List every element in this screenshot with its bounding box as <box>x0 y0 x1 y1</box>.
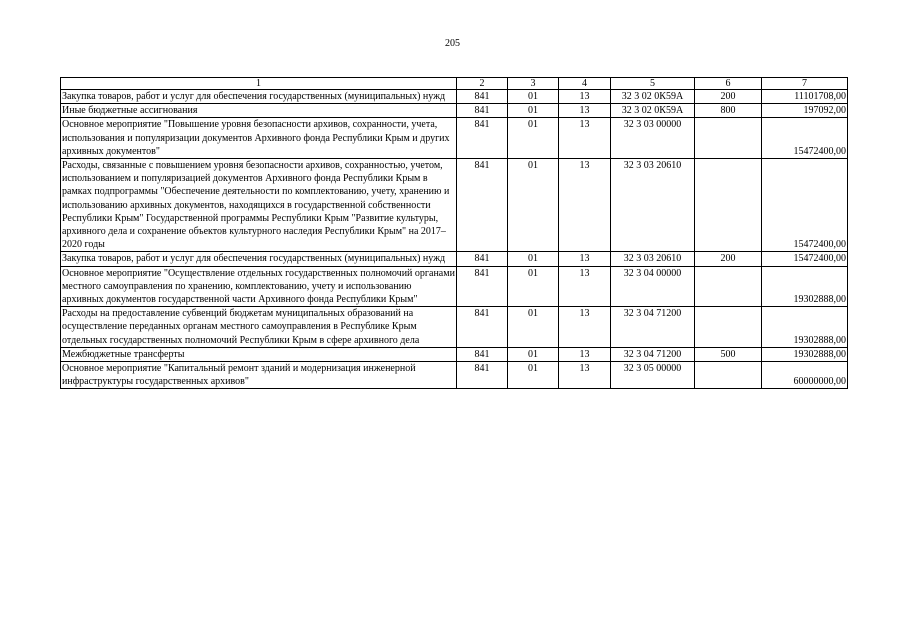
row-amount: 19302888,00 <box>762 266 848 307</box>
table-row <box>61 266 848 307</box>
row-pr: 13 <box>559 266 611 307</box>
row-name: Основное мероприятие "Осуществление отдельных государственных полномочий органами местного самоуправления по хранению, комплектованию, учету и использованию архивных документов государственной части Архивного фонда Республики Крым" <box>62 267 455 306</box>
row-vr <box>695 307 762 348</box>
table-row <box>61 252 848 266</box>
header-cell-ved: 2 <box>457 78 508 90</box>
row-ved: 841 <box>457 347 508 361</box>
row-rz: 01 <box>508 104 559 118</box>
header-cell-csr: 5 <box>611 78 695 90</box>
row-amount: 19302888,00 <box>762 307 848 348</box>
row-ved: 841 <box>457 104 508 118</box>
row-pr: 13 <box>559 362 611 389</box>
row-vr <box>695 266 762 307</box>
row-ved: 841 <box>457 90 508 104</box>
row-rz: 01 <box>508 252 559 266</box>
row-rz: 01 <box>508 347 559 361</box>
row-name: Иные бюджетные ассигнования <box>61 104 457 118</box>
row-vr: 200 <box>695 90 762 104</box>
row-csr: 32 3 03 20610 <box>611 252 695 266</box>
row-vr: 200 <box>695 252 762 266</box>
row-rz: 01 <box>508 266 559 307</box>
table-row <box>61 347 848 361</box>
table-row <box>61 104 848 118</box>
row-pr: 13 <box>559 252 611 266</box>
row-pr: 13 <box>559 347 611 361</box>
row-amount: 15472400,00 <box>762 159 848 252</box>
row-rz: 01 <box>508 307 559 348</box>
row-vr <box>695 362 762 389</box>
row-ved: 841 <box>457 307 508 348</box>
row-csr: 32 3 04 71200 <box>611 347 695 361</box>
row-amount: 15472400,00 <box>762 252 848 266</box>
header-cell-pr: 4 <box>559 78 611 90</box>
header-cell-rz: 3 <box>508 78 559 90</box>
row-amount: 60000000,00 <box>762 362 848 389</box>
row-vr <box>695 159 762 252</box>
row-ved: 841 <box>457 252 508 266</box>
table-row <box>61 159 848 252</box>
row-ved: 841 <box>457 266 508 307</box>
row-csr: 32 3 02 0К59А <box>611 90 695 104</box>
row-pr: 13 <box>559 307 611 348</box>
budget-table <box>60 77 848 389</box>
row-csr: 32 3 02 0К59А <box>611 104 695 118</box>
row-rz: 01 <box>508 118 559 159</box>
header-cell-name: 1 <box>61 78 457 90</box>
row-csr: 32 3 03 20610 <box>611 159 695 252</box>
header-cell-amount: 7 <box>762 78 848 90</box>
row-amount: 19302888,00 <box>762 347 848 361</box>
row-csr: 32 3 03 00000 <box>611 118 695 159</box>
row-name: Закупка товаров, работ и услуг для обеспечения государственных (муниципальных) нужд <box>61 90 457 104</box>
row-ved: 841 <box>457 118 508 159</box>
row-pr: 13 <box>559 90 611 104</box>
row-amount: 15472400,00 <box>762 118 848 159</box>
table-row <box>61 118 848 159</box>
row-name: Основное мероприятие "Повышение уровня безопасности архивов, сохранности, учета, использования и популяризации документов Архивного фонда Республики Крым и других архивных документов" <box>61 118 457 159</box>
row-name: Расходы на предоставление субвенций бюджетам муниципальных образований на осуществление переданных органам местного самоуправления в Республике Крым отдельных государственных полномочий Республики Крым в сфере архивного дела <box>61 307 457 348</box>
row-rz: 01 <box>508 90 559 104</box>
row-name: Межбюджетные трансферты <box>61 347 457 361</box>
page-number: 205 <box>445 38 460 49</box>
row-name: Расходы, связанные с повышением уровня безопасности архивов, сохранностью, учетом, использованием и популяризацией документов Архивного фонда Республики Крым в рамках подпрограммы "Обеспечение деятельности по комплектованию, учету, хранению и использованию архивных документов, находящихся в государственной собственности Республики Крым" Государственной программы Республики Крым "Развитие культуры, архивного дела и сохранение объектов культурного наследия Республики Крым" на 2017–2020 годы <box>61 159 457 252</box>
row-rz: 01 <box>508 159 559 252</box>
table-header-row <box>61 78 848 90</box>
row-vr: 500 <box>695 347 762 361</box>
row-vr <box>695 118 762 159</box>
row-pr: 13 <box>559 159 611 252</box>
row-csr: 32 3 04 71200 <box>611 307 695 348</box>
row-name: Закупка товаров, работ и услуг для обеспечения государственных (муниципальных) нужд <box>61 252 457 266</box>
row-csr: 32 3 05 00000 <box>611 362 695 389</box>
row-pr: 13 <box>559 118 611 159</box>
table-row <box>61 90 848 104</box>
row-vr: 800 <box>695 104 762 118</box>
table-row <box>61 362 848 389</box>
header-cell-vr: 6 <box>695 78 762 90</box>
row-amount: 197092,00 <box>762 104 848 118</box>
row-rz: 01 <box>508 362 559 389</box>
row-csr: 32 3 04 00000 <box>611 266 695 307</box>
row-name: Основное мероприятие "Капитальный ремонт зданий и модернизация инженерной инфраструктуры государственных архивов" <box>61 362 457 389</box>
row-ved: 841 <box>457 159 508 252</box>
row-pr: 13 <box>559 104 611 118</box>
row-amount: 11101708,00 <box>762 90 848 104</box>
row-ved: 841 <box>457 362 508 389</box>
table-row <box>61 307 848 348</box>
